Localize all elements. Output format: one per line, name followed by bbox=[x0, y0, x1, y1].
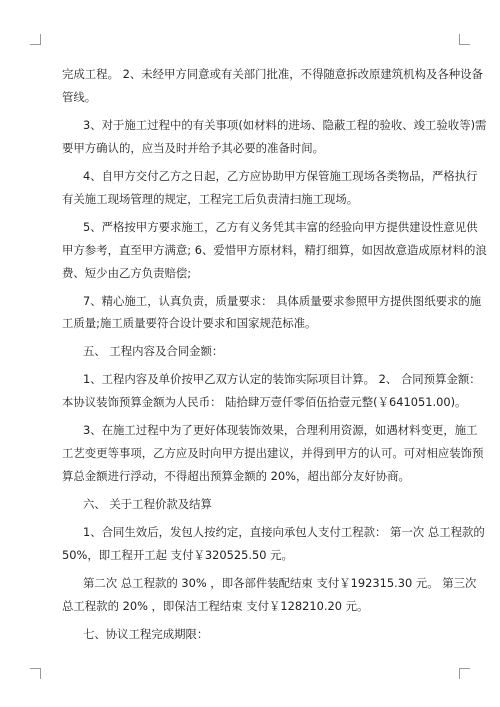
paragraph-6-1-line: 1、合同生效后，发包人按约定，直接向承包人支付工程款： 第一次 总工程款的 bbox=[83, 525, 485, 539]
payment-line: 第二次 总工程款的 30% ，即各部件装配结束 支付￥192315.30 元。 第三次 bbox=[83, 576, 477, 590]
text-line: 管线。 bbox=[62, 90, 97, 104]
text-line: 总工程款的 20% ，即保洁工程结束 支付￥128210.20 元。 bbox=[62, 599, 369, 613]
crop-mark-bottom-left bbox=[30, 668, 41, 679]
paragraph-5-line: 5、严格按甲方要求施工，乙方有义务凭其丰富的经验向甲方提供建设性意见供 bbox=[83, 220, 478, 234]
section-heading-5: 五、 工程内容及合同金额： bbox=[83, 344, 224, 358]
crop-mark-top-right bbox=[459, 34, 470, 45]
text-line: 有关施工现场管理的规定，工程完工后负责清扫施工现场。 bbox=[62, 192, 359, 206]
text-line: 工质量;施工质量要符合设计要求和国家规范标准。 bbox=[62, 316, 317, 330]
paragraph-5-3-line: 3、在施工过程中为了更好体现装饰效果，合理利用资源，如遇材料变更，施工 bbox=[83, 423, 478, 437]
text-line: 算总金额进行浮动，不得超出预算金额的 20%，超出部分友好协商。 bbox=[62, 469, 410, 483]
paragraph-3-line: 3、对于施工过程中的有关事项(如材料的进场、隐蔽工程的验收、竣工验收等)需 bbox=[83, 118, 487, 132]
text-line: 完成工程。 2、未经甲方同意或有关部门批准，不得随意拆改原建筑机构及各种设备 bbox=[62, 67, 483, 81]
text-line: 要甲方确认的，应当及时并给予其必要的准备时间。 bbox=[62, 141, 324, 155]
text-line: 费、短少由乙方负责赔偿; bbox=[62, 266, 192, 280]
crop-mark-top-left bbox=[30, 34, 41, 45]
paragraph-7-line: 7、精心施工，认真负责，质量要求： 具体质量要求参照甲方提供图纸要求的施 bbox=[83, 294, 482, 308]
text-line: 50%，即工程开工起 支付￥320525.50 元。 bbox=[62, 548, 293, 562]
section-heading-7: 七、协议工程完成期限： bbox=[83, 627, 209, 641]
text-line: 本协议装饰预算金额为人民币： 陆拾肆万壹仟零佰伍拾壹元整(￥641051.00)。 bbox=[62, 395, 467, 409]
text-line: 甲方参考，直至甲方满意; 6、爱惜甲方原材料，精打细算，如因故意造成原材料的浪 bbox=[62, 243, 487, 257]
paragraph-4-line: 4、自甲方交付乙方之日起，乙方应协助甲方保管施工现场各类物品，严格执行 bbox=[83, 169, 478, 183]
text-line: 工艺变更等事项，乙方应及时向甲方提出建议，并得到甲方的认可。可对相应装饰预 bbox=[62, 446, 484, 460]
paragraph-5-1-line: 1、工程内容及单价按甲乙双方认定的装饰实际项目计算。 2、 合同预算金额： bbox=[83, 372, 481, 386]
crop-mark-bottom-right bbox=[459, 668, 470, 679]
section-heading-6: 六、 关于工程价款及结算 bbox=[83, 497, 212, 511]
